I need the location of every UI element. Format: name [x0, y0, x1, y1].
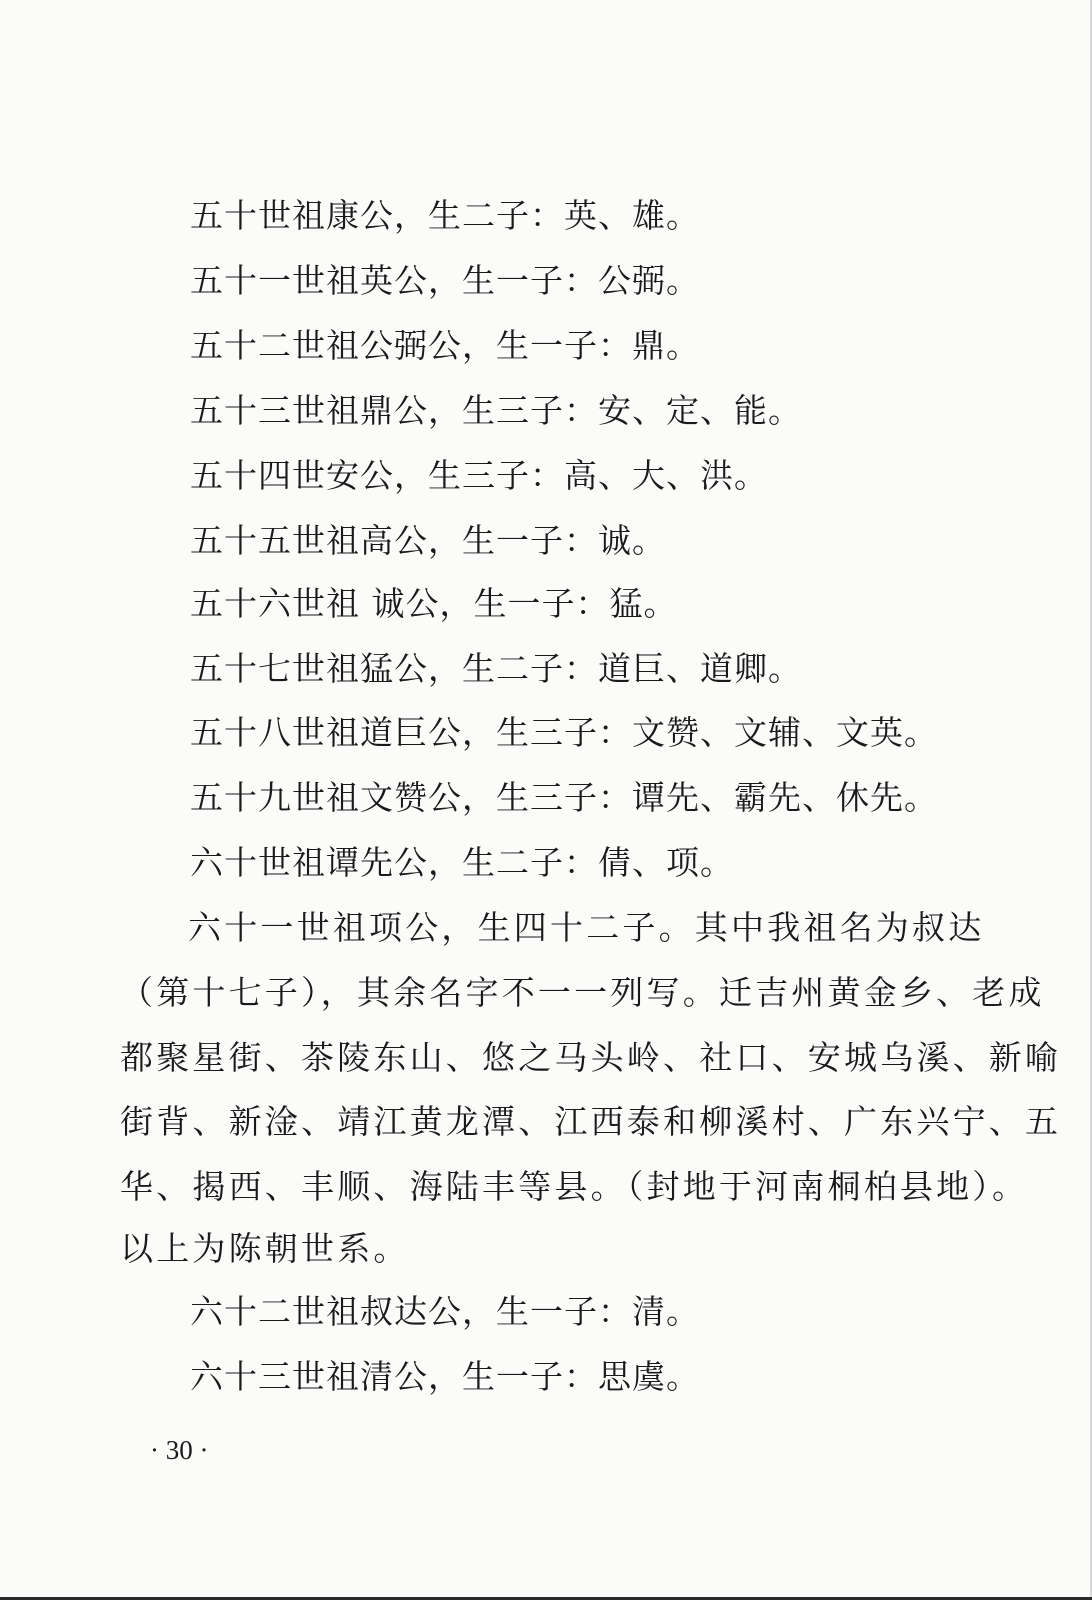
genealogy-line-59: 五十九世祖文赞公，生三子：谭先、霸先、休先。 [190, 778, 938, 817]
paragraph-line: 华、揭西、丰顺、海陆丰等县。（封地于河南桐柏县地）。 [120, 1167, 1029, 1206]
genealogy-line-51: 五十一世祖英公，生一子：公弼。 [190, 261, 700, 300]
genealogy-line-56: 五十六世祖 诚公，生一子：猛。 [190, 584, 678, 623]
genealogy-line-57: 五十七世祖猛公，生二子：道巨、道卿。 [190, 649, 802, 688]
paragraph-line: （第十七子），其余名字不一一列写。迁吉州黄金乡、老成 [120, 973, 1045, 1012]
genealogy-line-62: 六十二世祖叔达公，生一子：清。 [190, 1292, 700, 1331]
page-number: · 30 · [150, 1435, 209, 1465]
paragraph-line: 六十一世祖项公，生四十二子。其中我祖名为叔达 [188, 908, 985, 947]
paragraph-line: 都聚星街、茶陵东山、悠之马头岭、社口、安城乌溪、新喻 [120, 1038, 1062, 1077]
genealogy-line-55: 五十五世祖高公，生一子：诚。 [190, 521, 666, 560]
genealogy-line-54: 五十四世安公，生三子：高、大、洪。 [190, 456, 768, 495]
paragraph-line: 以上为陈朝世系。 [120, 1229, 410, 1268]
genealogy-line-53: 五十三世祖鼎公，生三子：安、定、能。 [190, 391, 802, 430]
genealogy-line-58: 五十八世祖道巨公，生三子：文赞、文辅、文英。 [190, 713, 938, 752]
paragraph-line: 街背、新淦、靖江黄龙潭、江西泰和柳溪村、广东兴宁、五 [120, 1102, 1062, 1141]
genealogy-line-63: 六十三世祖清公，生一子：思虞。 [190, 1357, 700, 1396]
genealogy-line-52: 五十二世祖公弼公，生一子：鼎。 [190, 326, 700, 365]
genealogy-line-60: 六十世祖谭先公，生二子：倩、项。 [190, 843, 734, 882]
genealogy-line-50: 五十世祖康公，生二子：英、雄。 [190, 196, 700, 235]
